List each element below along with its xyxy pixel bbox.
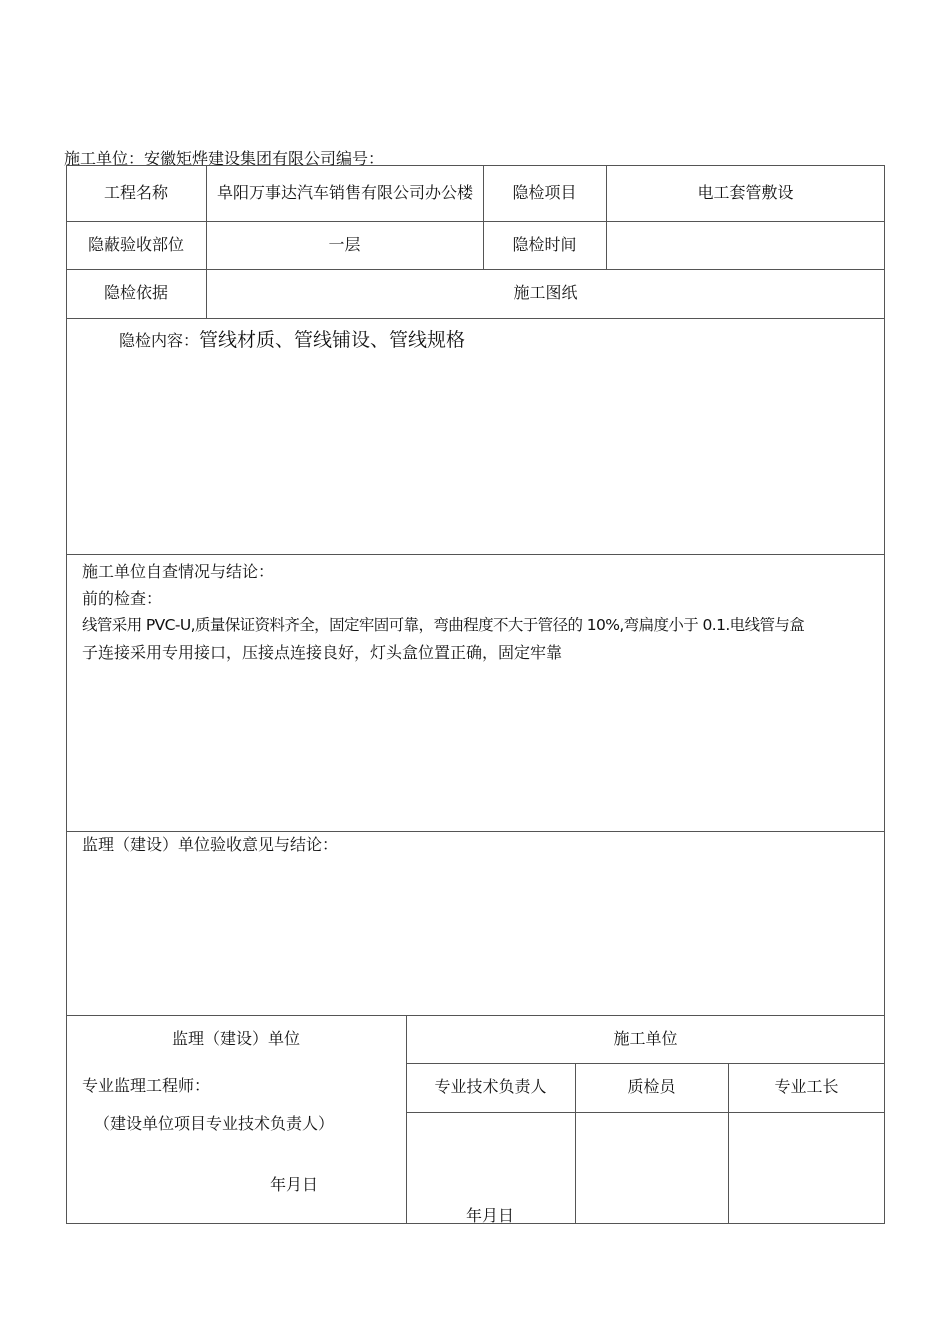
inspection-item-value: 电工套管敷设 [697, 182, 794, 202]
supervision-title: 监理（建设）单位验收意见与结论： [82, 835, 339, 854]
right-date: 年月日 [466, 1206, 515, 1225]
construction-unit-label: 施工单位 [613, 1028, 678, 1048]
time-value [606, 221, 885, 269]
construction-unit-header: 施工单位：安徽矩烨建设集团有限公司编号： [64, 149, 385, 168]
row-divider [66, 554, 885, 555]
owner-note: （建设单位项目专业技术负责人） [94, 1114, 335, 1133]
row-divider [66, 318, 885, 319]
engineer-label: 专业监理工程师： [82, 1076, 211, 1095]
inspection-item-label: 隐检项目 [512, 182, 577, 202]
content-line [119, 325, 465, 355]
location-label: 隐蔽验收部位 [87, 234, 184, 254]
basis-value: 施工图纸 [513, 283, 578, 303]
self-check-line-3: 子连接采用专用接口，压接点连接良好，灯头盒位置正确，固定牢靠 [82, 643, 563, 662]
content-value: 管线材质、管线铺设、管线规格 [199, 329, 466, 351]
inspector-label: 质检员 [627, 1077, 676, 1097]
self-check-title: 施工单位自查情况与结论： [82, 562, 275, 581]
foreman-label: 专业工长 [774, 1077, 839, 1097]
row-divider [406, 1112, 885, 1113]
project-name-value: 阜阳万事达汽车销售有限公司办公楼 [216, 182, 473, 202]
supervision-unit-label: 监理（建设）单位 [171, 1028, 300, 1048]
basis-label: 隐检依据 [103, 283, 168, 303]
time-label: 隐检时间 [512, 234, 577, 254]
self-check-line-1: 前的检查： [82, 589, 163, 608]
self-check-line-2: 线管采用 PVC-U,质量保证资料齐全，固定牢固可靠，弯曲程度不大于管径的 10%,弯扁度小于 0.1.电线管与盒 [82, 616, 805, 634]
content-label: 隐检内容： [119, 331, 200, 350]
left-date: 年月日 [270, 1175, 319, 1194]
project-name-label: 工程名称 [103, 182, 168, 202]
location-value: 一层 [328, 234, 361, 254]
tech-lead-label: 专业技术负责人 [434, 1077, 547, 1097]
